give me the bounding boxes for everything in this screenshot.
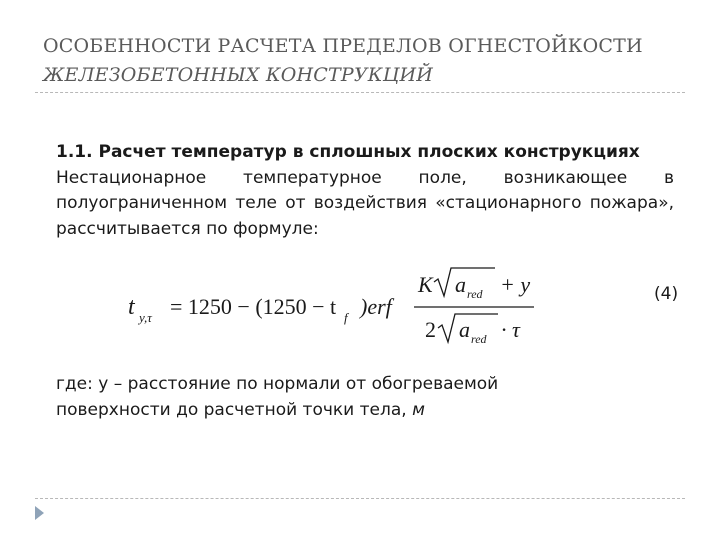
formula-den-a: a (459, 317, 470, 342)
formula-lhs-sub: y,τ (139, 310, 152, 325)
slide-title-line1: ОСОБЕННОСТИ РАСЧЕТА ПРЕДЕЛОВ ОГНЕСТОЙКОСТИ (43, 35, 643, 57)
formula-num-sub: red (467, 287, 483, 301)
formula-den-sub: red (471, 332, 487, 346)
bottom-divider (35, 498, 685, 499)
formula-erf: )erf (360, 294, 392, 319)
formula-svg (120, 262, 550, 350)
explanation-line2 (56, 397, 674, 423)
section-heading: 1.1. Расчет температур в сплошных плоских конструкциях (56, 142, 640, 162)
formula-num-k: K (418, 272, 433, 297)
explanation-unit: м (412, 400, 425, 420)
formula-f-sub: f (344, 310, 348, 325)
slide-title-line2: ЖЕЛЕЗОБЕТОННЫХ КОНСТРУКЦИЙ (43, 64, 434, 86)
top-divider (35, 92, 685, 93)
formula-main: = 1250 − (1250 − t (170, 294, 337, 319)
triangle-bullet-icon (35, 506, 44, 520)
section-intro: Нестационарное температурное поле, возникающее в полуограниченном теле от воздействия «стационарного пожара», рассчитывается по формуле: (56, 167, 674, 239)
explanation-line1: где: у – расстояние по нормали от обогреваемой (56, 374, 499, 394)
formula-den-2: 2 (425, 317, 436, 342)
explanation (56, 371, 674, 423)
formula-den-tau: · τ (501, 317, 520, 342)
equation-number: (4) (654, 284, 679, 304)
explanation-line2-text: поверхности до расчетной точки тела, (56, 400, 413, 420)
formula (120, 262, 550, 350)
slide-title (43, 32, 693, 90)
formula-lhs: t (128, 294, 135, 320)
formula-num-plus: + y (500, 272, 531, 297)
formula-num-a: a (455, 272, 466, 297)
section-body (56, 140, 674, 242)
